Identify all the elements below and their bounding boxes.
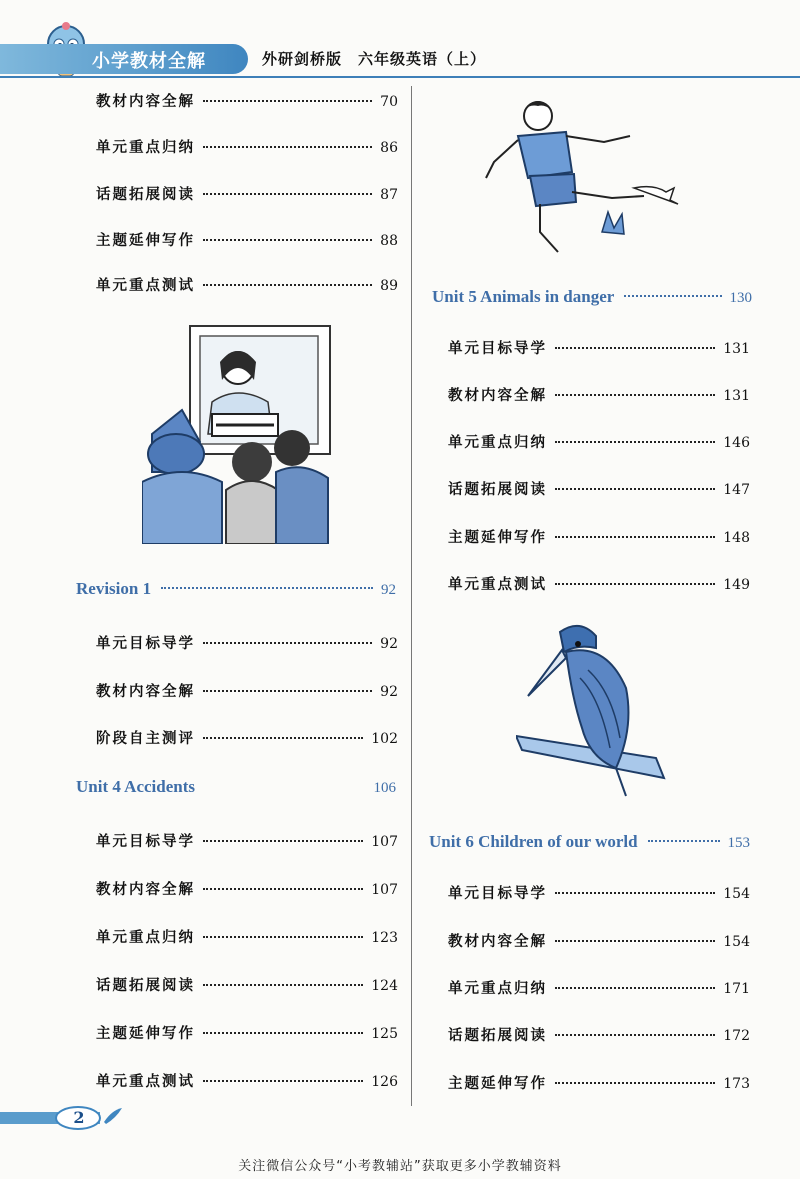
toc-entry[interactable]: 话题拓展阅读 172 xyxy=(448,1028,750,1044)
toc-entry[interactable]: 教材内容全解 154 xyxy=(448,934,750,950)
toc-entry[interactable]: 教材内容全解 107 xyxy=(96,882,398,898)
toc-entry[interactable]: 单元重点归纳 146 xyxy=(448,435,750,451)
toc-entry[interactable]: 话题拓展阅读 124 xyxy=(96,978,398,994)
header-band xyxy=(0,44,248,74)
column-divider xyxy=(411,86,412,1106)
toc-entry[interactable]: 话题拓展阅读 147 xyxy=(448,482,750,498)
toc-entry[interactable]: 单元目标导学 131 xyxy=(448,341,750,357)
toc-entry[interactable]: 教材内容全解 92 xyxy=(96,684,398,700)
section-unit-6[interactable]: Unit 6 Children of our world 153 xyxy=(429,832,750,851)
toc-entry[interactable]: 单元重点测试 126 xyxy=(96,1074,398,1090)
toc-entry[interactable]: 主题延伸写作 125 xyxy=(96,1026,398,1042)
classroom-illustration xyxy=(142,322,334,544)
toc-entry[interactable]: 主题延伸写作 173 xyxy=(448,1076,750,1092)
toc-entry[interactable]: 主题延伸写作 88 xyxy=(96,233,398,249)
brand-title: 小学教材全解 xyxy=(92,51,206,72)
section-revision-1[interactable]: Revision 1 92 xyxy=(76,579,396,598)
kicking-boy-illustration xyxy=(484,92,694,260)
toc-entry[interactable]: 阶段自主测评 102 xyxy=(96,731,398,747)
toc-entry[interactable]: 教材内容全解 131 xyxy=(448,388,750,404)
section-unit-5[interactable]: Unit 5 Animals in danger 130 xyxy=(432,287,752,306)
toc-entry[interactable]: 单元重点归纳 123 xyxy=(96,930,398,946)
kingfisher-illustration xyxy=(516,618,666,800)
toc-entry[interactable]: 单元目标导学 154 xyxy=(448,886,750,902)
page-number: 2 xyxy=(73,1108,85,1127)
toc-entry[interactable]: 单元重点测试 89 xyxy=(96,278,398,294)
toc-entry[interactable]: 单元重点归纳 171 xyxy=(448,981,750,997)
toc-entry[interactable]: 单元目标导学 92 xyxy=(96,636,398,652)
toc-entry[interactable]: 教材内容全解 70 xyxy=(96,94,398,110)
header-rule xyxy=(0,76,800,78)
toc-entry[interactable]: 单元目标导学 107 xyxy=(96,834,398,850)
toc-entry[interactable]: 单元重点测试 149 xyxy=(448,577,750,593)
toc-entry[interactable]: 主题延伸写作 148 xyxy=(448,530,750,546)
toc-entry[interactable]: 单元重点归纳 86 xyxy=(96,140,398,156)
footer-note: 关注微信公众号“小考教辅站”获取更多小学教辅资料 xyxy=(238,1159,562,1174)
toc-entry[interactable]: 话题拓展阅读 87 xyxy=(96,187,398,203)
section-unit-4[interactable]: Unit 4 Accidents 106 xyxy=(76,777,396,796)
book-subtitle: 外研剑桥版 六年级英语（上） xyxy=(262,50,487,68)
